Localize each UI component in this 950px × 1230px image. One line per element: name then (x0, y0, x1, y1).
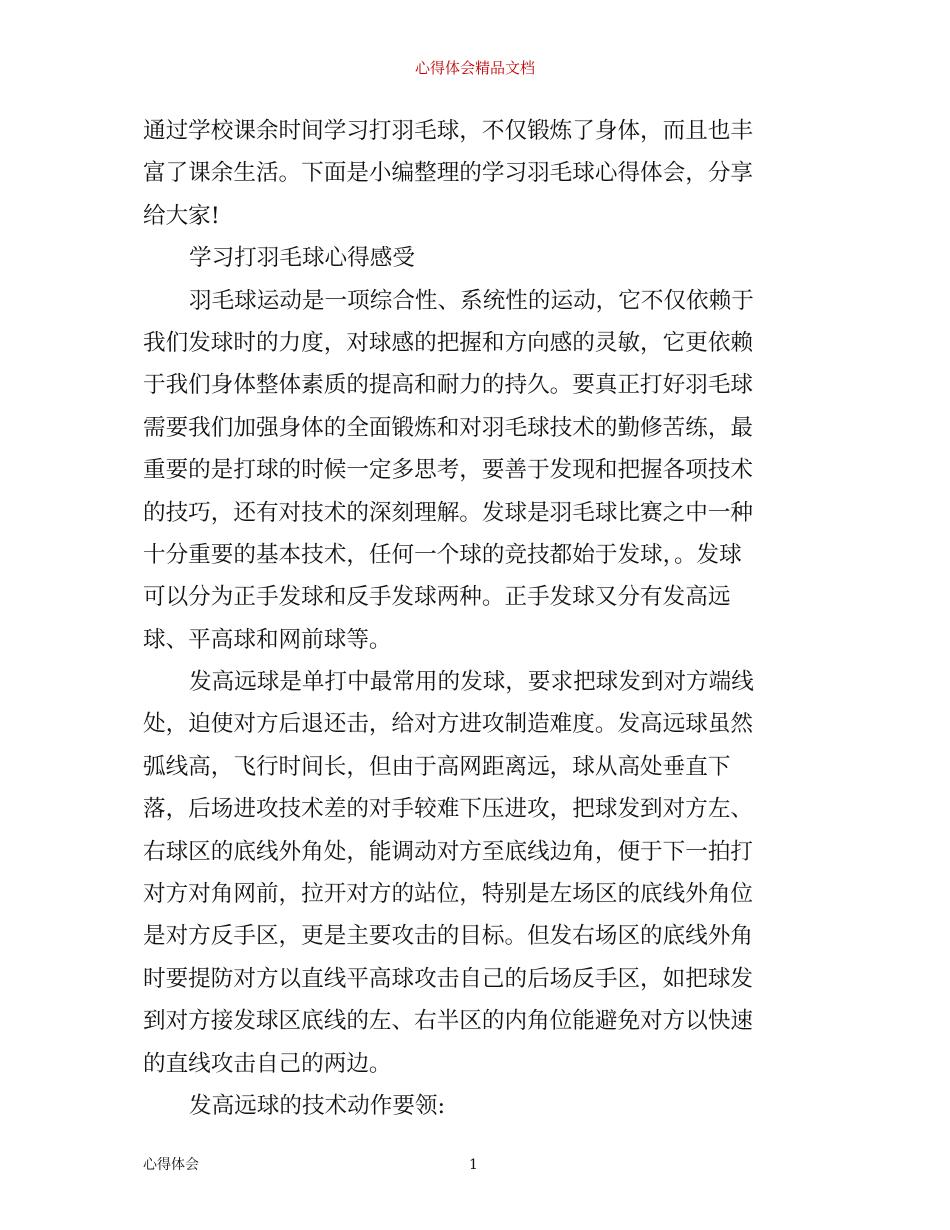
footer-label: 心得体会 (143, 1157, 199, 1173)
paragraph-line: 是对方反手区，更是主要攻击的目标。但发右场区的底线外角 (143, 923, 754, 950)
paragraph-line: 我们发球时的力度，对球感的把握和方向感的灵敏，它更依赖 (143, 329, 754, 356)
paragraph-line: 通过学校课余时间学习打羽毛球，不仅锻炼了身体，而且也丰 (143, 118, 754, 144)
paragraph-line: 富了课余生活。下面是小编整理的学习羽毛球心得体会，分享 (143, 160, 754, 187)
paragraph-line: 可以分为正手发球和反手发球两种。正手发球又分有发高远 (143, 584, 731, 611)
body-text (143, 110, 809, 1127)
paragraph-line: 十分重要的基本技术，任何一个球的竞技都始于发球，。发球 (143, 541, 742, 568)
paragraph-line: 发高远球的技术动作要领: (189, 1092, 446, 1119)
page-number: 1 (469, 1157, 478, 1173)
paragraph-line: 需要我们加强身体的全面锻炼和对羽毛球技术的勤修苦练，最 (143, 414, 754, 441)
paragraph-line: 弧线高，飞行时间长，但由于高网距离远，球从高处垂直下 (143, 753, 731, 780)
paragraph-line: 给大家! (143, 202, 220, 229)
paragraph-line: 于我们身体整体素质的提高和耐力的持久。要真正打好羽毛球 (143, 372, 754, 399)
paragraph-line: 时要提防对方以直线平高球攻击自己的后场反手区，如把球发 (143, 965, 754, 992)
paragraph-line: 处，迫使对方后退还击，给对方进攻制造难度。发高远球虽然 (143, 711, 754, 738)
paragraph-line: 羽毛球运动是一项综合性、系统性的运动，它不仅依赖于 (189, 287, 754, 314)
paragraph-line: 发高远球是单打中最常用的发球，要求把球发到对方端线 (189, 669, 754, 696)
paragraph-line: 到对方接发球区底线的左、右半区的内角位能避免对方以快速 (143, 1008, 754, 1035)
section-heading: 学习打羽毛球心得感受 (189, 245, 415, 272)
paragraph-line: 右球区的底线外角处，能调动对方至底线边角，便于下一拍打 (143, 838, 754, 865)
paragraph-line: 的技巧，还有对技术的深刻理解。发球是羽毛球比赛之中一种 (143, 499, 754, 526)
paragraph-line: 对方对角网前，拉开对方的站位，特别是左场区的底线外角位 (143, 881, 754, 908)
page-header-title: 心得体会精品文档 (414, 59, 535, 77)
paragraph-line: 球、平高球和网前球等。 (143, 626, 392, 653)
paragraph-line: 落，后场进攻技术差的对手较难下压进攻，把球发到对方左、 (143, 796, 754, 823)
paragraph-line: 重要的是打球的时候一定多思考，要善于发现和把握各项技术 (143, 457, 754, 484)
paragraph-line: 的直线攻击自己的两边。 (143, 1050, 392, 1077)
